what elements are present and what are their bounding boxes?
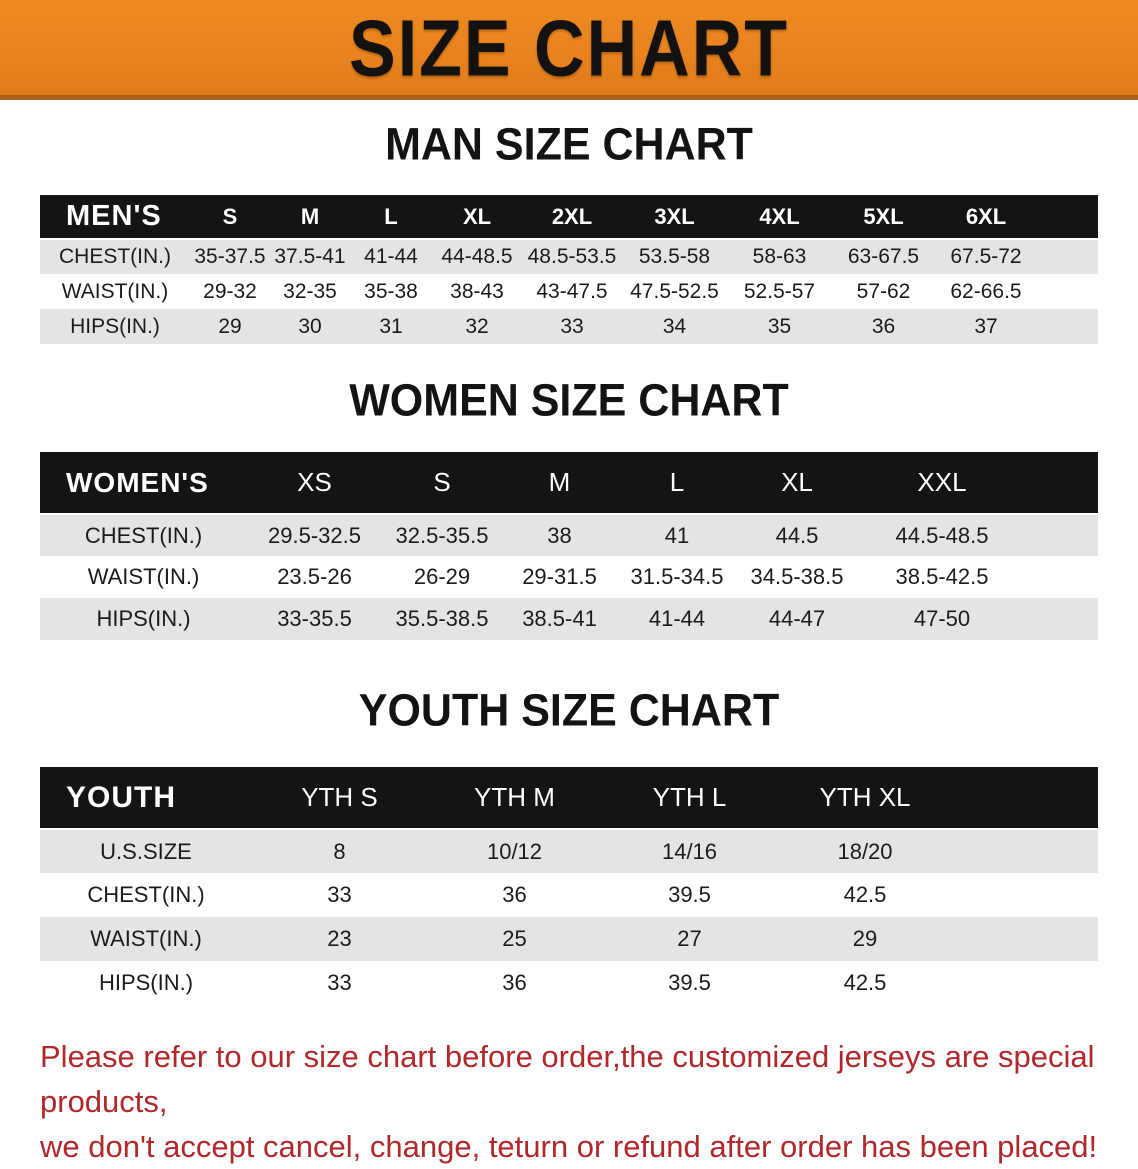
size-column-header: YTH M: [427, 767, 602, 829]
size-value-cell: 23.5-26: [277, 564, 352, 589]
row-label: WAIST(IN.): [61, 279, 169, 303]
size-value-cell: 44.5: [775, 522, 819, 548]
size-value-cell: 30: [298, 314, 322, 338]
table-row: [40, 598, 1098, 640]
size-column-header: M: [502, 452, 617, 514]
size-value-cell: 29: [852, 926, 878, 951]
filler-cell: [953, 767, 1098, 829]
men-size-table: [40, 195, 1098, 344]
row-label: WAIST(IN.): [90, 926, 202, 951]
size-column-header: YTH S: [252, 767, 427, 829]
size-value-cell: 37.5-41: [274, 245, 346, 268]
size-value-cell: 29-32: [203, 279, 257, 303]
size-column-header: M: [270, 195, 350, 239]
size-chart-banner: [0, 0, 1138, 100]
size-value-cell: 38: [547, 522, 572, 548]
size-value-cell: 39.5: [668, 970, 711, 995]
table-header-row: [40, 767, 1098, 829]
row-label: HIPS(IN.): [70, 314, 160, 338]
size-column-header: 6XL: [935, 195, 1037, 239]
size-value-cell: 25: [502, 926, 527, 951]
size-value-cell: 44.5-48.5: [895, 522, 989, 548]
filler-cell: [953, 961, 1098, 1005]
filler-cell: [1027, 598, 1098, 640]
section-women: [0, 375, 1138, 640]
size-value-cell: 34.5-38.5: [750, 564, 844, 589]
table-row: [40, 829, 1098, 873]
size-value-cell: 38-43: [450, 279, 504, 303]
size-value-cell: 35: [767, 314, 792, 338]
filler-cell: [1037, 195, 1098, 239]
filler-cell: [953, 873, 1098, 917]
size-value-cell: 53.5-58: [638, 245, 711, 268]
size-value-cell: 67.5-72: [950, 245, 1022, 268]
size-value-cell: 35-37.5: [194, 245, 266, 268]
size-value-cell: 62-66.5: [950, 279, 1022, 303]
size-column-header: S: [382, 452, 502, 514]
size-value-cell: 29.5-32.5: [268, 522, 361, 548]
size-value-cell: 38.5-42.5: [895, 564, 989, 589]
filler-cell: [1027, 514, 1098, 556]
size-value-cell: 35-38: [364, 279, 418, 303]
size-value-cell: 36: [502, 882, 527, 907]
size-column-header: XXL: [857, 452, 1027, 514]
size-value-cell: 63-67.5: [847, 245, 920, 268]
size-value-cell: 33-35.5: [277, 606, 352, 631]
size-value-cell: 31.5-34.5: [630, 564, 724, 589]
size-value-cell: 44-47: [768, 606, 826, 631]
size-value-cell: 36: [502, 970, 527, 995]
size-value-cell: 33: [560, 314, 584, 338]
filler-cell: [1037, 239, 1098, 274]
women-size-table: [40, 452, 1098, 640]
disclaimer-line-1: Please refer to our size chart before order,the customized jerseys are special products,: [40, 1039, 1095, 1119]
filler-cell: [1027, 452, 1098, 514]
size-value-cell: 52.5-57: [743, 279, 816, 303]
size-value-cell: 10/12: [486, 838, 543, 864]
size-value-cell: 57-62: [856, 279, 911, 303]
size-value-cell: 39.5: [668, 882, 711, 907]
size-column-header: S: [190, 195, 270, 239]
size-value-cell: 41-44: [364, 245, 418, 268]
table-corner-label: MEN'S: [40, 195, 190, 239]
table-row: [40, 917, 1098, 961]
size-value-cell: 58-63: [752, 245, 807, 268]
filler-cell: [953, 829, 1098, 873]
size-column-header: YTH XL: [777, 767, 953, 829]
size-value-cell: 23: [327, 926, 352, 951]
size-value-cell: 37: [974, 314, 998, 338]
table-row: [40, 961, 1098, 1005]
size-value-cell: 31: [379, 314, 403, 338]
size-value-cell: 36: [871, 314, 896, 338]
table-row: [40, 556, 1098, 598]
table-corner-label: YOUTH: [40, 767, 252, 829]
size-column-header: XL: [737, 452, 857, 514]
filler-cell: [1037, 309, 1098, 344]
table-row: [40, 309, 1098, 344]
size-value-cell: 8: [333, 838, 346, 864]
section-heading-women: WOMEN SIZE CHART: [349, 375, 789, 427]
disclaimer-line-2: we don't accept cancel, change, teturn or refund after order has been placed!: [40, 1129, 1098, 1164]
size-value-cell: 48.5-53.5: [527, 245, 617, 268]
size-value-cell: 33: [327, 970, 352, 995]
section-youth: [0, 685, 1138, 1005]
table-row: [40, 274, 1098, 309]
table-header-row: [40, 195, 1098, 239]
size-value-cell: 44-48.5: [441, 245, 513, 268]
section-heading-man: MAN SIZE CHART: [385, 119, 753, 171]
size-value-cell: 29: [218, 314, 242, 338]
size-value-cell: 32.5-35.5: [395, 522, 489, 548]
section-heading-youth: YOUTH SIZE CHART: [358, 685, 780, 737]
filler-cell: [1037, 274, 1098, 309]
size-value-cell: 32: [465, 314, 489, 338]
size-column-header: YTH L: [602, 767, 777, 829]
size-value-cell: 34: [662, 314, 687, 338]
size-column-header: 3XL: [622, 195, 727, 239]
youth-size-table: [40, 767, 1098, 1005]
size-value-cell: 33: [327, 882, 352, 907]
size-value-cell: 42.5: [843, 882, 887, 907]
size-value-cell: 35.5-38.5: [395, 606, 489, 631]
row-label: CHEST(IN.): [59, 245, 171, 268]
size-value-cell: 47-50: [913, 606, 971, 631]
size-column-header: XS: [247, 452, 382, 514]
size-column-header: XL: [432, 195, 522, 239]
row-label: HIPS(IN.): [96, 606, 191, 631]
table-row: [40, 514, 1098, 556]
row-label: CHEST(IN.): [87, 882, 205, 907]
size-value-cell: 29-31.5: [522, 564, 597, 589]
filler-cell: [1027, 556, 1098, 598]
size-column-header: L: [617, 452, 737, 514]
size-value-cell: 32-35: [283, 279, 337, 303]
banner-title: SIZE CHART: [349, 3, 789, 92]
table-row: [40, 239, 1098, 274]
size-value-cell: 18/20: [837, 838, 893, 864]
size-value-cell: 41-44: [648, 606, 706, 631]
section-man: [0, 119, 1138, 344]
size-column-header: 4XL: [727, 195, 832, 239]
row-label: WAIST(IN.): [87, 564, 200, 589]
size-column-header: L: [350, 195, 432, 239]
size-value-cell: 26-29: [413, 564, 471, 589]
size-value-cell: 41: [664, 522, 690, 548]
size-column-header: 5XL: [832, 195, 935, 239]
row-label: U.S.SIZE: [100, 838, 192, 864]
row-label: HIPS(IN.): [98, 970, 194, 995]
order-disclaimer: [40, 1034, 1098, 1169]
table-header-row: [40, 452, 1098, 514]
row-label: CHEST(IN.): [84, 522, 203, 548]
size-value-cell: 47.5-52.5: [630, 279, 719, 303]
table-corner-label: WOMEN'S: [40, 452, 247, 514]
table-row: [40, 873, 1098, 917]
size-value-cell: 38.5-41: [522, 606, 597, 631]
filler-cell: [953, 917, 1098, 961]
size-value-cell: 43-47.5: [536, 279, 608, 303]
size-value-cell: 27: [677, 926, 702, 951]
size-column-header: 2XL: [522, 195, 622, 239]
size-value-cell: 42.5: [843, 970, 887, 995]
size-value-cell: 14/16: [661, 838, 718, 864]
